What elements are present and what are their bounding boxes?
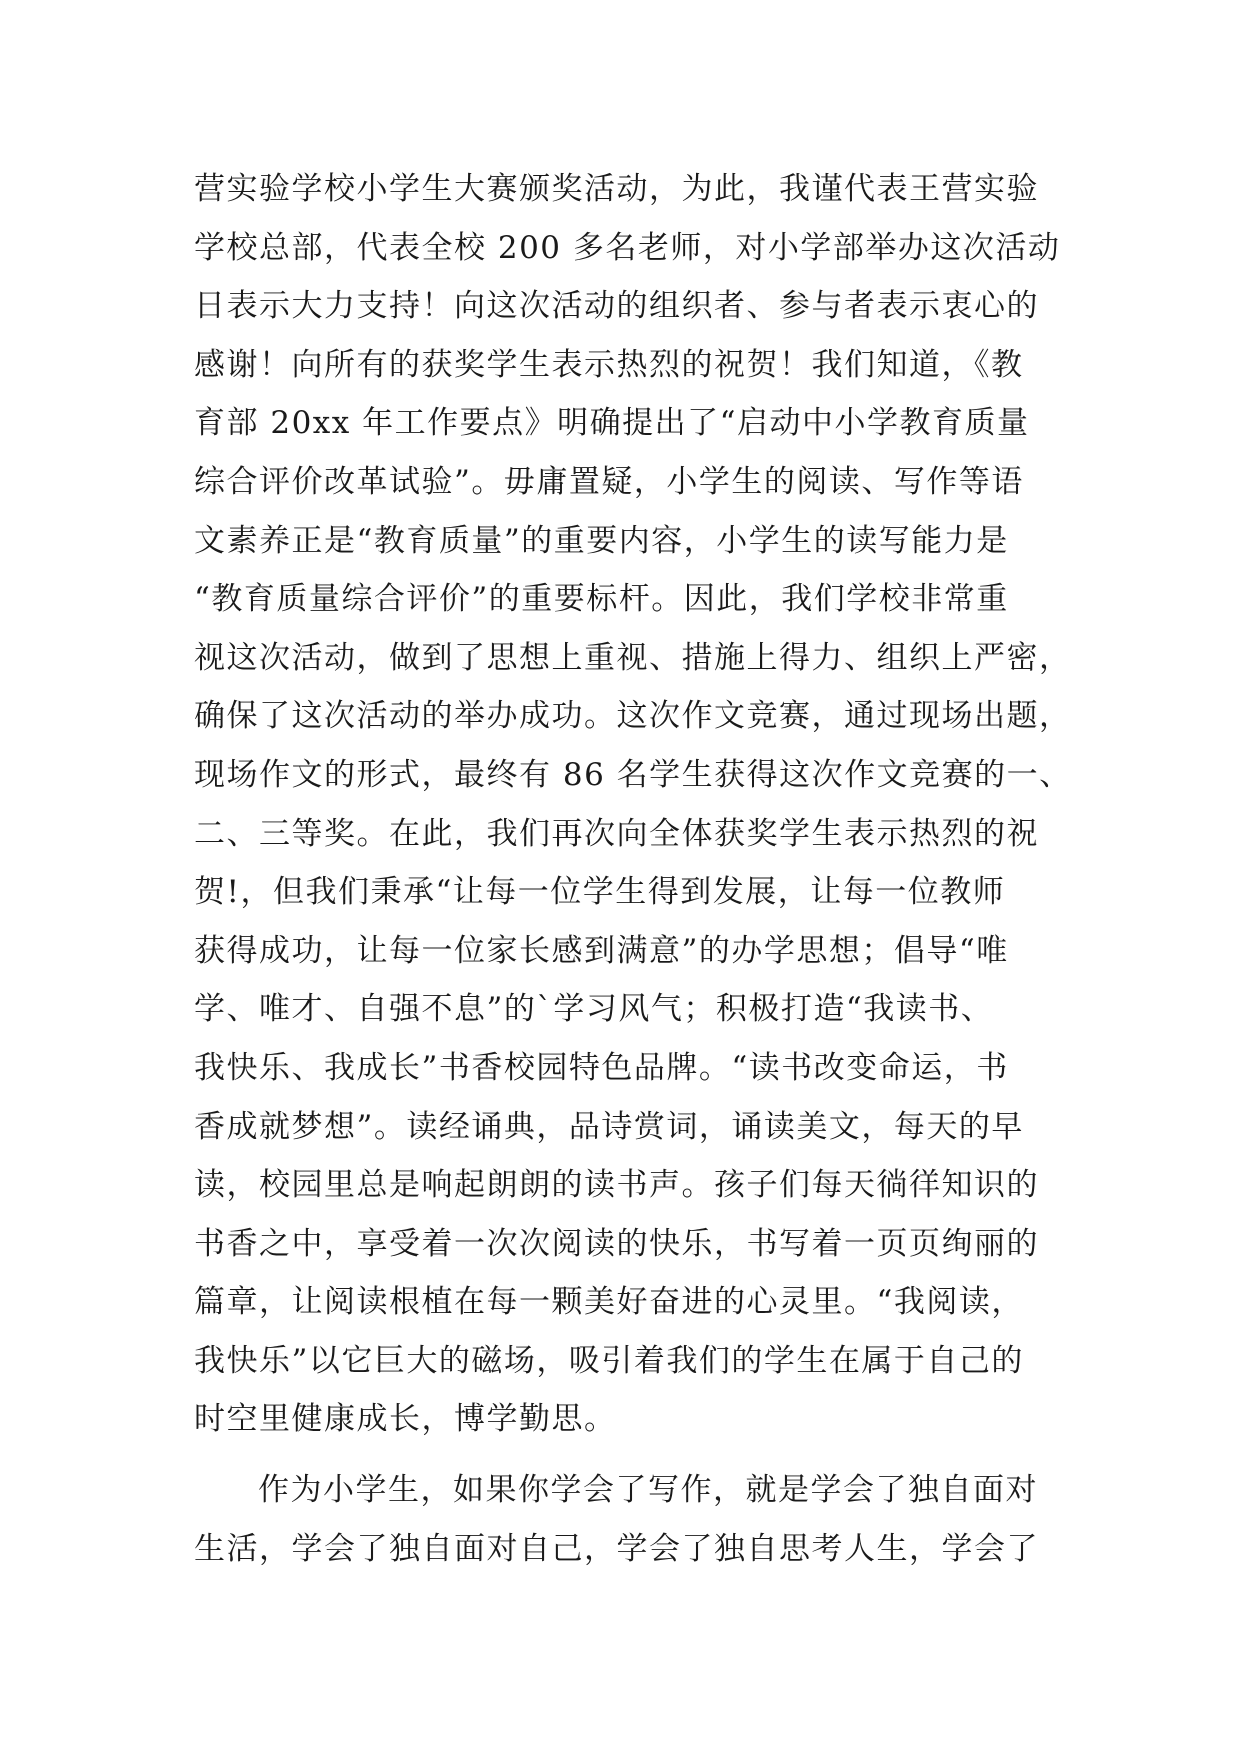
text-line: 获得成功，让每一位家长感到满意”的办学思想；倡导“唯 xyxy=(194,932,1009,969)
text-line: 综合评价改革试验”。毋庸置疑，小学生的阅读、写作等语 xyxy=(194,463,1024,500)
text-line: 贺!，但我们秉承“让每一位学生得到发展，让每一位教师 xyxy=(194,874,1006,911)
text-line: 读，校园里总是响起朗朗的读书声。孩子们每天徜徉知识的 xyxy=(194,1167,1039,1204)
text-line: 书香之中，享受着一次次阅读的快乐，书写着一页页绚丽的 xyxy=(194,1225,1039,1262)
text-line: 篇章，让阅读根植在每一颗美好奋进的心灵里。“我阅读， xyxy=(194,1284,1024,1321)
text-line: 营实验学校小学生大赛颁奖活动，为此，我谨代表王营实验 xyxy=(194,171,1039,207)
text-line: “教育质量综合评价”的重要标杆。因此，我们学校非常重 xyxy=(194,581,1009,618)
body-text xyxy=(194,160,1074,1578)
text-line: 日表示大力支持！向这次活动的组织者、参与者表示衷心的 xyxy=(194,288,1039,325)
text-line: 二、三等奖。在此，我们再次向全体获奖学生表示热烈的祝 xyxy=(194,815,1039,852)
paragraph-2 xyxy=(194,1461,1074,1578)
text-line: 时空里健康成长，博学勤思。 xyxy=(194,1401,617,1438)
text-line: 生活，学会了独自面对自己，学会了独自思考人生，学会了 xyxy=(194,1530,1039,1567)
text-line: 我快乐、我成长”书香校园特色品牌。“读书改变命运，书 xyxy=(194,1049,1009,1086)
text-line: 现场作文的形式，最终有 86 名学生获得这次作文竞赛的一、 xyxy=(194,756,1072,793)
text-line: 作为小学生，如果你学会了写作，就是学会了独自面对 xyxy=(258,1472,1038,1509)
paragraph-spacer xyxy=(194,1449,1074,1461)
text-line: 学校总部，代表全校 200 多名老师，对小学部举办这次活动 xyxy=(194,229,1061,266)
text-line: 视这次活动，做到了思想上重视、措施上得力、组织上严密， xyxy=(194,639,1072,676)
paragraph-1 xyxy=(194,160,1074,1449)
text-line: 文素养正是“教育质量”的重要内容，小学生的读写能力是 xyxy=(194,522,1009,559)
text-line: 我快乐”以它巨大的磁场，吸引着我们的学生在属于自己的 xyxy=(194,1342,1024,1379)
text-line: 感谢！向所有的获奖学生表示热烈的祝贺！我们知道，《教 xyxy=(194,346,1024,383)
text-line: 确保了这次活动的举办成功。这次作文竞赛，通过现场出题， xyxy=(194,698,1072,735)
text-line: 育部 20xx 年工作要点》明确提出了“启动中小学教育质量 xyxy=(194,405,1030,442)
text-line: 学、唯才、自强不息”的`学习风气；积极打造“我读书、 xyxy=(194,991,994,1028)
text-line: 香成就梦想”。读经诵典，品诗赏词，诵读美文，每天的早 xyxy=(194,1108,1024,1145)
